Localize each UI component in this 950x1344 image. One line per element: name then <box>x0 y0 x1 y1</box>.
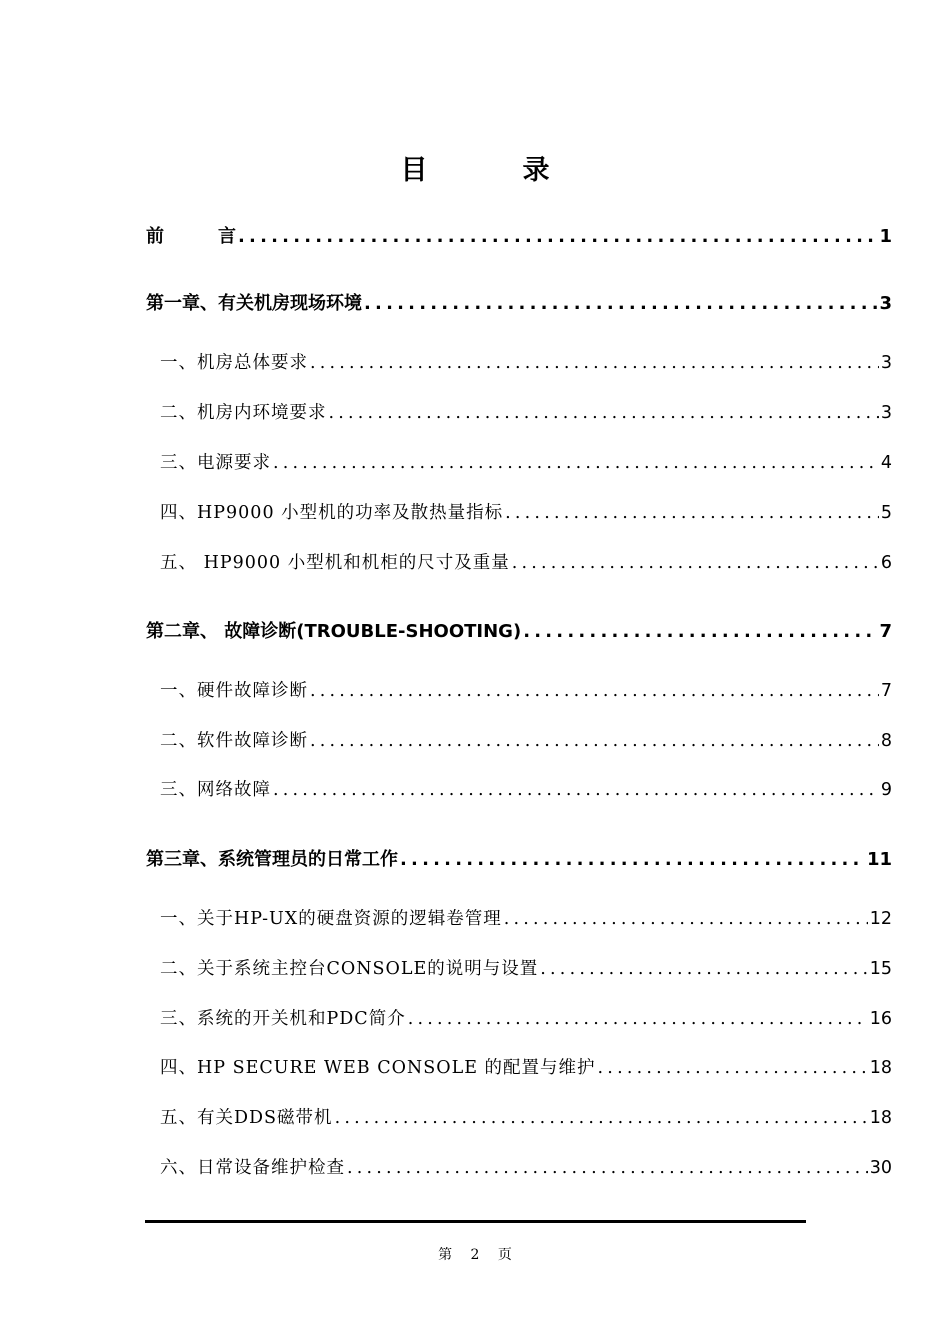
toc-entry-chapter-3[interactable] <box>146 846 892 874</box>
dot-leader <box>598 1054 868 1082</box>
toc-page-number: 4 <box>880 453 892 473</box>
toc-label: 二、机房内环境要求 <box>160 403 327 423</box>
dot-leader <box>238 223 877 251</box>
page-title: 目 录 <box>400 155 584 186</box>
toc-page-number: 16 <box>869 1009 892 1029</box>
toc-label: 前 言 <box>146 226 236 247</box>
toc-page-number: 3 <box>880 403 892 423</box>
toc-page-number: 30 <box>869 1158 892 1178</box>
dot-leader <box>400 846 865 874</box>
toc-page-number: 18 <box>869 1058 892 1078</box>
dot-leader <box>310 349 879 377</box>
toc-entry-section[interactable] <box>160 955 892 983</box>
dot-leader <box>329 399 879 427</box>
toc-entry-preface[interactable] <box>146 223 892 251</box>
dot-leader <box>273 776 879 804</box>
toc-label: 四、HP SECURE WEB CONSOLE 的配置与维护 <box>160 1058 596 1078</box>
dot-leader <box>408 1005 868 1033</box>
toc-entry-section[interactable] <box>160 1104 892 1132</box>
toc-page-number: 5 <box>880 503 892 523</box>
page-footer: 第 2 页 <box>438 1247 512 1263</box>
toc-entry-section[interactable] <box>160 776 892 804</box>
toc-label: 二、软件故障诊断 <box>160 731 308 751</box>
toc-label: 四、HP9000 小型机的功率及散热量指标 <box>160 503 504 523</box>
toc-entry-section[interactable] <box>160 499 892 527</box>
toc-page-number: 3 <box>879 293 892 314</box>
dot-leader <box>310 727 879 755</box>
toc-entry-section[interactable] <box>160 677 892 705</box>
dot-leader <box>335 1104 868 1132</box>
toc-page-number: 12 <box>869 909 892 929</box>
toc-page-number: 15 <box>869 959 892 979</box>
toc-entry-section[interactable] <box>160 727 892 755</box>
toc-entry-section[interactable] <box>160 349 892 377</box>
toc-page-number: 6 <box>880 553 892 573</box>
dot-leader <box>310 677 879 705</box>
toc-label: 二、关于系统主控台CONSOLE的说明与设置 <box>160 959 539 979</box>
toc-label: 一、硬件故障诊断 <box>160 681 308 701</box>
toc-label: 三、网络故障 <box>160 780 271 800</box>
toc-label: 第二章、 故障诊断(TROUBLE-SHOOTING) <box>146 621 522 642</box>
dot-leader <box>512 549 879 577</box>
toc-label: 第三章、系统管理员的日常工作 <box>146 849 398 870</box>
toc-label: 六、日常设备维护检查 <box>160 1158 345 1178</box>
toc-label: 第一章、有关机房现场环境 <box>146 293 362 314</box>
toc-entry-chapter-1[interactable] <box>146 290 892 318</box>
toc-page-number: 18 <box>869 1108 892 1128</box>
toc-entry-section[interactable] <box>160 549 892 577</box>
toc-entry-section[interactable] <box>160 449 892 477</box>
toc-page-number: 9 <box>880 780 892 800</box>
toc-page-number: 11 <box>866 849 892 870</box>
dot-leader <box>273 449 879 477</box>
footer-divider <box>145 1220 806 1223</box>
dot-leader <box>504 905 868 933</box>
toc-label: 一、关于HP-UX的硬盘资源的逻辑卷管理 <box>160 909 502 929</box>
toc-entry-chapter-2[interactable] <box>146 618 892 646</box>
toc-label: 一、机房总体要求 <box>160 353 308 373</box>
toc-label: 五、有关DDS磁带机 <box>160 1108 333 1128</box>
toc-page-number: 7 <box>879 621 892 642</box>
dot-leader <box>505 499 879 527</box>
dot-leader <box>540 955 867 983</box>
toc-entry-section[interactable] <box>160 399 892 427</box>
toc-page-number: 8 <box>880 731 892 751</box>
dot-leader <box>364 290 877 318</box>
toc-page-number: 1 <box>879 226 892 247</box>
toc-label: 三、电源要求 <box>160 453 271 473</box>
toc-page-number: 3 <box>880 353 892 373</box>
toc-entry-section[interactable] <box>160 1054 892 1082</box>
toc-entry-section[interactable] <box>160 1154 892 1182</box>
toc-label: 三、系统的开关机和PDC简介 <box>160 1009 406 1029</box>
toc-page-number: 7 <box>880 681 892 701</box>
dot-leader <box>523 618 877 646</box>
toc-label: 五、 HP9000 小型机和机柜的尺寸及重量 <box>160 553 510 573</box>
toc-entry-section[interactable] <box>160 905 892 933</box>
toc-entry-section[interactable] <box>160 1005 892 1033</box>
dot-leader <box>347 1154 868 1182</box>
